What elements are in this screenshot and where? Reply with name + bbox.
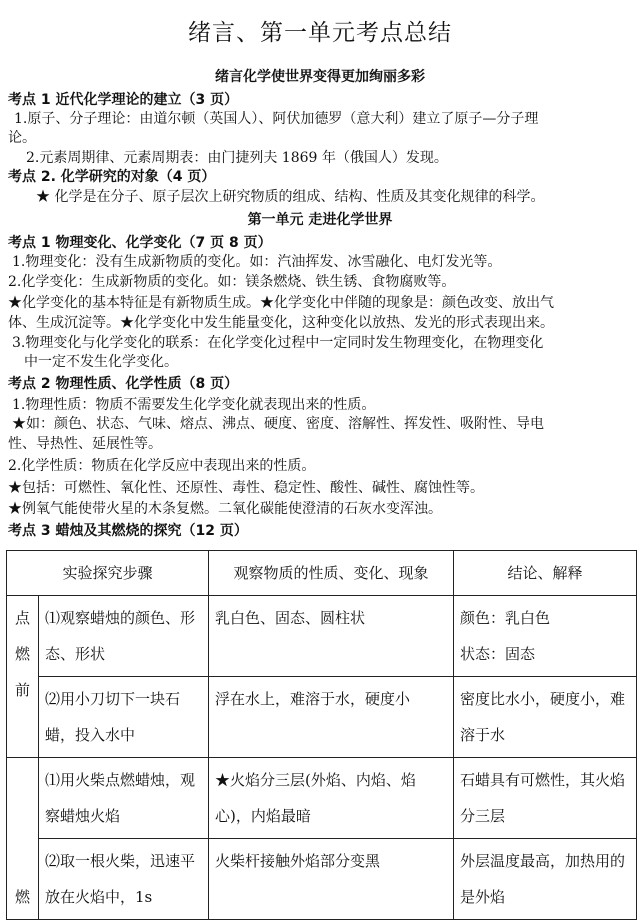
conclusion-cell: 密度比水小，硬度小，难溶于水 xyxy=(454,677,637,758)
table-row xyxy=(7,758,637,839)
candle-experiment-table xyxy=(6,550,637,920)
unit1-point1-line: ★化学变化的基本特征是有新物质生成。★化学变化中伴随的现象是：颜色改变、放出气 xyxy=(8,295,554,311)
table-header-row xyxy=(7,551,637,596)
table-row xyxy=(7,677,637,758)
table-header-cell: 结论、解释 xyxy=(454,551,637,596)
page-title: 绪言、第一单元考点总结 xyxy=(188,20,452,46)
unit1-point2-line: ★如：颜色、状态、气味、熔点、沸点、硬度、密度、溶解性、挥发性、吸附性、导电 xyxy=(12,416,544,432)
stage-during-burning xyxy=(7,758,39,920)
stage-char: 前 xyxy=(14,681,30,699)
intro-heading: 绪言化学使世界变得更加绚丽多彩 xyxy=(215,69,425,85)
unit1-point2-line: ★例氧气能使带火星的木条复燃。二氧化碳能使澄清的石灰水变浑浊。 xyxy=(8,501,442,517)
stage-before-ignition xyxy=(7,596,39,758)
observation-cell: ★火焰分三层(外焰、内焰、焰心)，内焰最暗 xyxy=(209,758,454,839)
unit1-point1-line: 2.化学变化：生成新物质的变化。如：镁条燃烧、铁生锈、食物腐败等。 xyxy=(8,274,456,290)
point1-line1: 1.原子、分子理论：由道尔顿（英国人）、阿伏加德罗（意大利）建立了原子—分子理 xyxy=(14,111,539,127)
unit1-point3-title: 考点 3 蜡烛及其燃烧的探究（12 页） xyxy=(8,523,248,539)
stage-char: 点 xyxy=(14,609,30,627)
step-cell: ⑴观察蜡烛的颜色、形态、形状 xyxy=(39,596,209,677)
stage-char: 燃 xyxy=(14,645,30,663)
unit1-heading: 第一单元 走进化学世界 xyxy=(247,212,393,228)
unit1-point1-line: 体、生成沉淀等。★化学变化中发生能量变化，这种变化以放热、发光的形式表现出来。 xyxy=(8,315,554,331)
point2-title: 考点 2. 化学研究的对象（4 页） xyxy=(8,169,216,185)
table-row xyxy=(7,839,637,920)
unit1-point1-line: 3.物理变化与化学变化的联系：在化学变化过程中一定同时发生物理变化，在物理变化 xyxy=(12,335,544,351)
conclusion-cell: 石蜡具有可燃性，其火焰分三层 xyxy=(454,758,637,839)
table-header-cell: 实验探究步骤 xyxy=(7,551,209,596)
conclusion-cell: 颜色：乳白色 状态：固态 xyxy=(454,596,637,677)
table-row xyxy=(7,596,637,677)
unit1-point2-line: 1.物理性质：物质不需要发生化学变化就表现出来的性质。 xyxy=(12,397,376,413)
unit1-point1-line: 中一定不发生化学变化。 xyxy=(24,354,178,370)
step-cell: ⑴用火柴点燃蜡烛，观察蜡烛火焰 xyxy=(39,758,209,839)
point2-line1: ★ 化学是在分子、原子层次上研究物质的组成、结构、性质及其变化规律的科学。 xyxy=(36,189,545,205)
point1-line2: 论。 xyxy=(8,130,36,146)
stage-char: 燃 xyxy=(14,888,30,906)
step-cell: ⑵取一根火柴，迅速平放在火焰中，1s xyxy=(39,839,209,920)
table-header-cell: 观察物质的性质、变化、现象 xyxy=(209,551,454,596)
unit1-point2-line: 性、导热性、延展性等。 xyxy=(8,436,162,452)
observation-cell: 乳白色、固态、圆柱状 xyxy=(209,596,454,677)
conclusion-cell: 外层温度最高，加热用的是外焰 xyxy=(454,839,637,920)
unit1-point2-line: 2.化学性质：物质在化学反应中表现出来的性质。 xyxy=(8,458,316,474)
unit1-point2-line: ★包括：可燃性、氧化性、还原性、毒性、稳定性、酸性、碱性、腐蚀性等。 xyxy=(8,480,484,496)
step-cell: ⑵用小刀切下一块石蜡，投入水中 xyxy=(39,677,209,758)
unit1-point1-title: 考点 1 物理变化、化学变化（7 页 8 页） xyxy=(8,235,272,251)
unit1-point1-line: 1.物理变化：没有生成新物质的变化。如：汽油挥发、冰雪融化、电灯发光等。 xyxy=(12,254,502,270)
observation-cell: 浮在水上，难溶于水，硬度小 xyxy=(209,677,454,758)
point1-title: 考点 1 近代化学理论的建立（3 页） xyxy=(8,92,239,108)
observation-cell: 火柴杆接触外焰部分变黑 xyxy=(209,839,454,920)
point1-line3: 2.元素周期律、元素周期表：由门捷列夫 1869 年（俄国人）发现。 xyxy=(26,150,448,166)
unit1-point2-title: 考点 2 物理性质、化学性质（8 页） xyxy=(8,376,239,392)
